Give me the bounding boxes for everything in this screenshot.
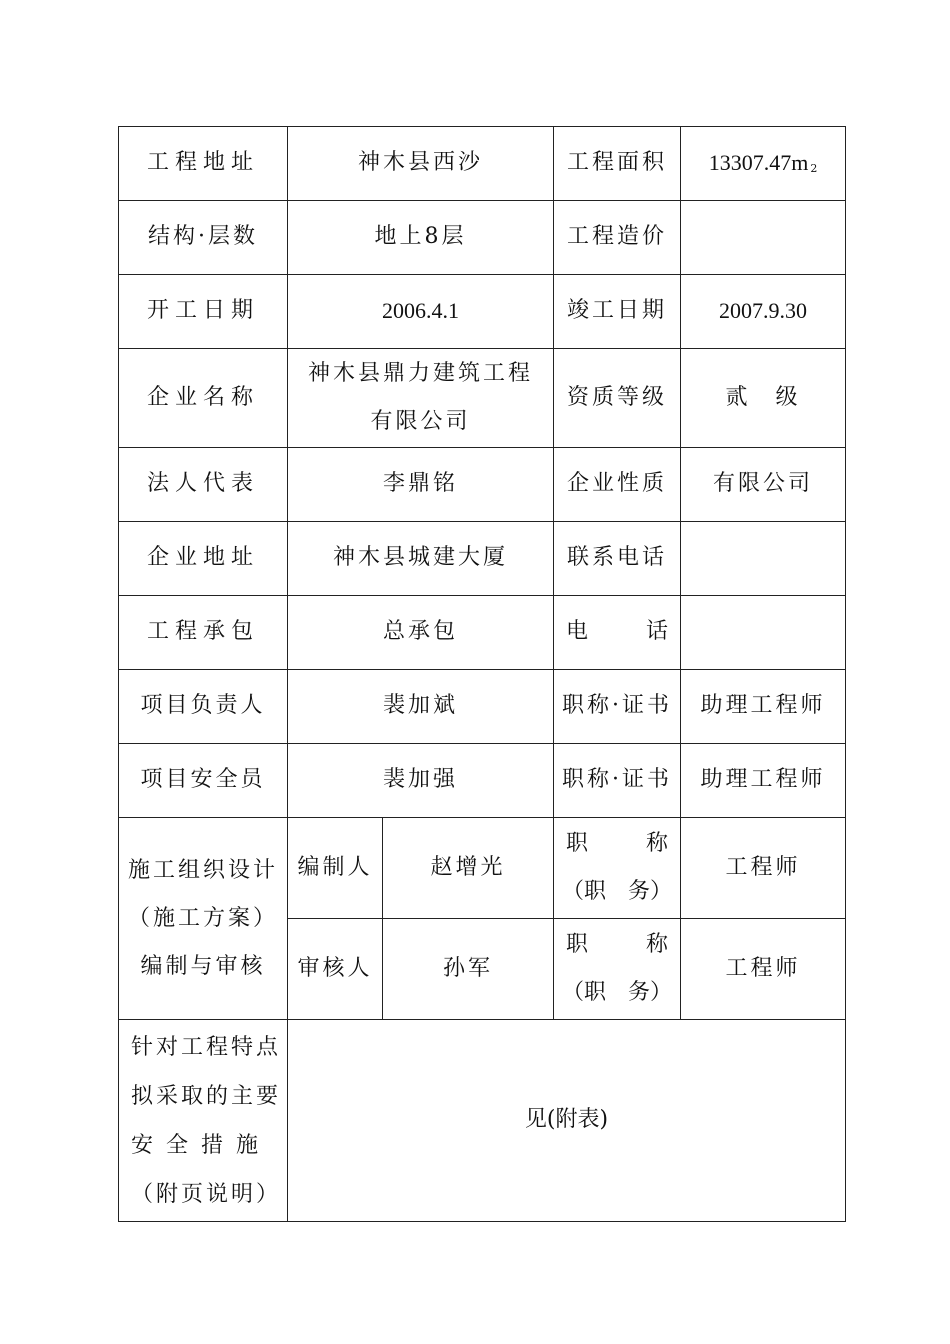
editor-value: 赵增光 [383,818,554,919]
company-label: 企业名称 [119,349,288,448]
address-label: 工程地址 [119,127,288,201]
cost-label: 工程造价 [554,201,681,275]
area-cell [681,127,846,201]
reviewer-label: 审核人 [288,919,383,1020]
phone-label-b: 话 [646,619,669,645]
editor-title-a: 职 [566,831,589,856]
row-dates [119,275,846,349]
project-safety-form [118,126,846,1222]
editor-title-b: 称 [646,831,669,856]
row-safety-officer [119,744,846,818]
contact-phone-value [681,522,846,596]
design-label-line2: （施工方案） [127,905,278,931]
measures-value: 见(附表) [288,1020,846,1222]
pm-value: 裴加斌 [288,670,554,744]
reviewer-title-line2: （职 务） [562,980,673,1005]
reviewer-title-value: 工程师 [681,919,846,1020]
row-contract [119,596,846,670]
cost-value [681,201,846,275]
structure-label: 结构·层数 [119,201,288,275]
measures-label [119,1020,288,1222]
row-legal [119,448,846,522]
measures-label-line2: 拟采取的主要 [131,1083,282,1109]
row-design-editor [119,818,846,919]
area-unit-sup: 2 [810,161,818,175]
editor-title-value: 工程师 [681,818,846,919]
phone-value [681,596,846,670]
reviewer-value: 孙军 [383,919,554,1020]
company-value [288,349,554,448]
address-value: 神木县西沙 [288,127,554,201]
start-value: 2006.4.1 [288,275,554,349]
contract-value: 总承包 [288,596,554,670]
design-label-line3: 编制与审核 [140,953,266,979]
phone-label [554,596,681,670]
phone-label-a: 电 [566,619,589,645]
finish-label: 竣工日期 [554,275,681,349]
company-address-value: 神木县城建大厦 [288,522,554,596]
safety-title-label: 职称·证书 [554,744,681,818]
row-company [119,349,846,448]
reviewer-title-a: 职 [566,932,589,957]
nature-value: 有限公司 [681,448,846,522]
structure-value: 地上8层 [288,201,554,275]
company-value-line2: 有限公司 [370,409,471,434]
contact-phone-label: 联系电话 [554,522,681,596]
measures-label-line1: 针对工程特点 [131,1034,282,1060]
measures-label-line4: （附页说明） [131,1181,282,1207]
design-label-line1: 施工组织设计 [127,857,278,883]
editor-title-line2: （职 务） [562,879,673,904]
safety-label: 项目安全员 [119,744,288,818]
reviewer-title-label [554,919,681,1020]
legal-label: 法人代表 [119,448,288,522]
safety-value: 裴加强 [288,744,554,818]
finish-value: 2007.9.30 [681,275,846,349]
start-label: 开工日期 [119,275,288,349]
safety-title-value: 助理工程师 [681,744,846,818]
area-label: 工程面积 [554,127,681,201]
contract-label: 工程承包 [119,596,288,670]
nature-label: 企业性质 [554,448,681,522]
row-project-manager [119,670,846,744]
row-address [119,127,846,201]
company-value-line1: 神木县鼎力建筑工程 [308,361,534,386]
design-label [119,818,288,1020]
pm-title-label: 职称·证书 [554,670,681,744]
row-safety-measures [119,1020,846,1222]
grade-value: 贰 级 [681,349,846,448]
pm-label: 项目负责人 [119,670,288,744]
company-address-label: 企业地址 [119,522,288,596]
area-value: 13307.47m [708,149,809,175]
pm-title-value: 助理工程师 [681,670,846,744]
row-structure [119,201,846,275]
measures-label-line3: 安 全 措 施 [131,1132,261,1158]
grade-label: 资质等级 [554,349,681,448]
editor-title-label [554,818,681,919]
legal-value: 李鼎铭 [288,448,554,522]
row-company-address [119,522,846,596]
reviewer-title-b: 称 [646,932,669,957]
editor-label: 编制人 [288,818,383,919]
